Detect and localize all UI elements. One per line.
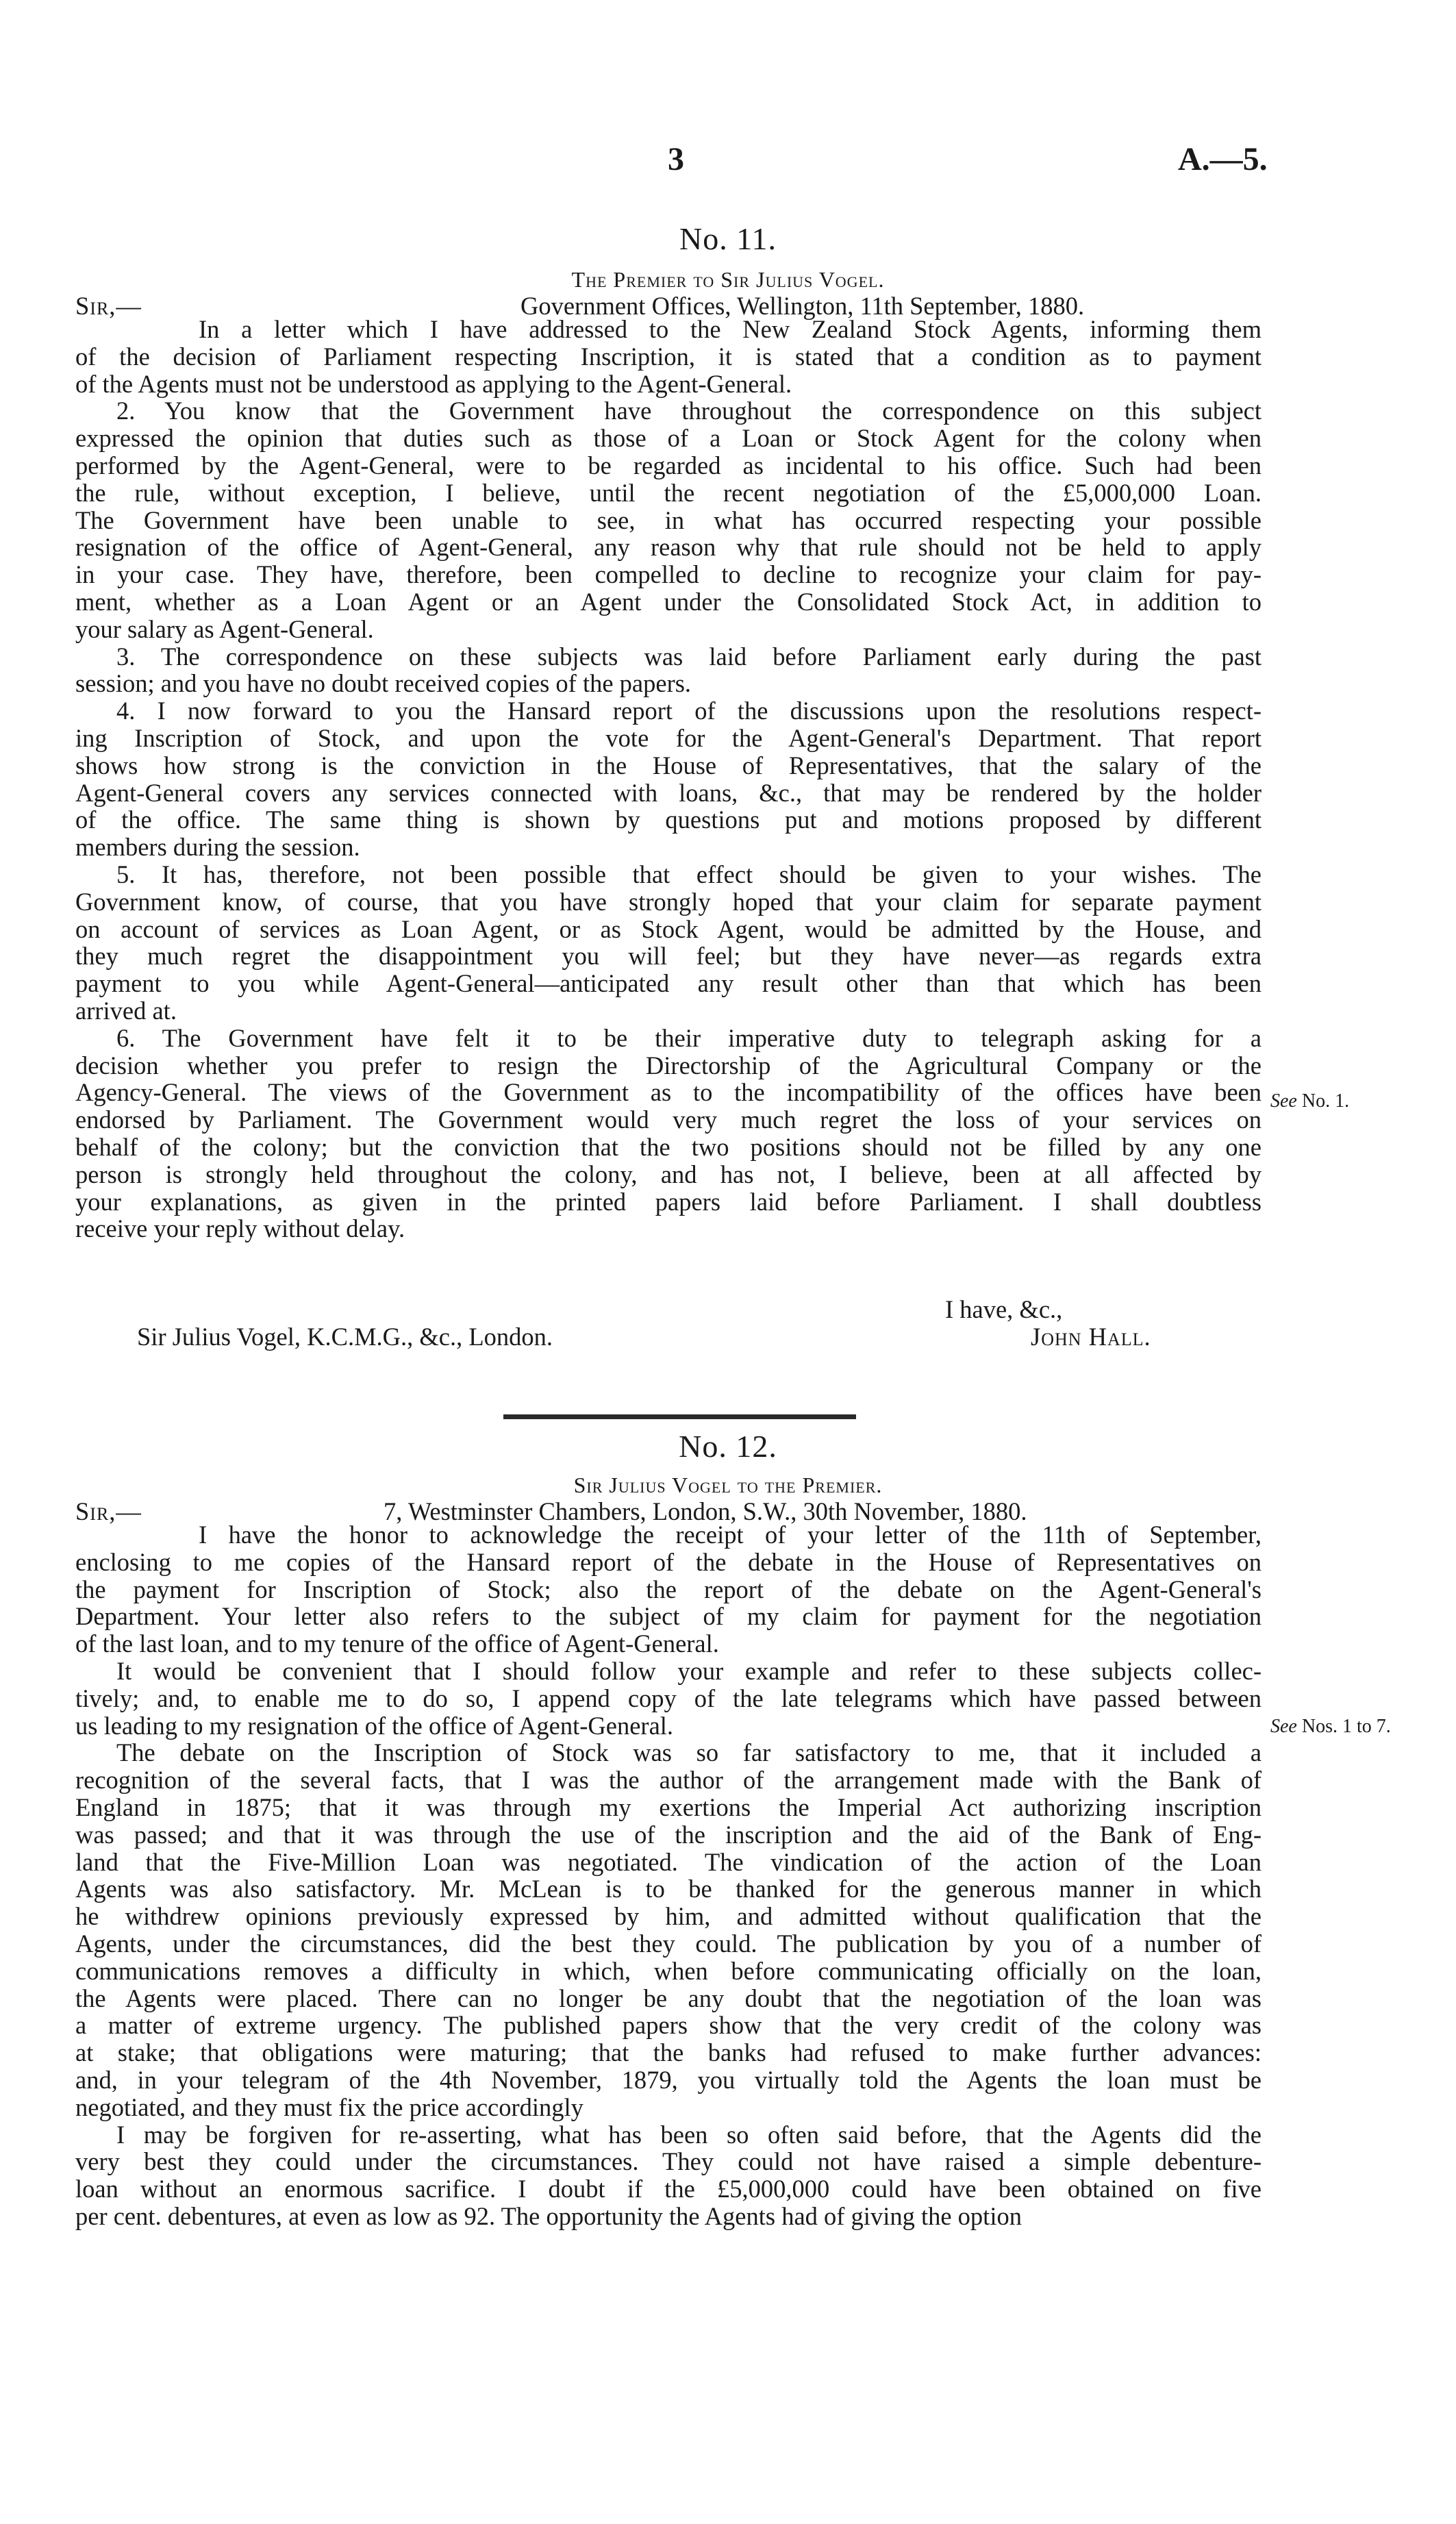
text-line: decision whether you prefer to resign the Directorship of the Agricultural Company or the <box>75 1051 1262 1079</box>
text-line: loan without an enormous sacrifice. I doubt if the £5,000,000 could have been obtained on five <box>75 2175 1262 2203</box>
text-line: very best they could under the circumstances. They could not have raised a simple debenture- <box>75 2147 1262 2176</box>
text-line: and, in your telegram of the 4th November, 1879, you virtually told the Agents the loan must be <box>75 2066 1262 2094</box>
text-line: your explanations, as given in the printed papers laid before Parliament. I shall doubtless <box>75 1187 1262 1216</box>
text-line: I have the honor to acknowledge the receipt of your letter of the 11th of September, <box>199 1521 1262 1549</box>
text-line: shows how strong is the conviction in the House of Representatives, that the salary of the <box>75 751 1262 779</box>
dateline: Government Offices, Wellington, 11th September, 1880. <box>520 292 1085 320</box>
text-line: in your case. They have, therefore, been compelled to decline to recognize your claim for pay- <box>75 560 1262 589</box>
text-line: of the office. The same thing is shown by questions put and motions proposed by different <box>75 805 1262 834</box>
letter-title: The Premier to Sir Julius Vogel. <box>571 267 885 292</box>
text-line: your salary as Agent-General. <box>75 614 374 643</box>
page-number: 3 <box>668 141 684 177</box>
text-line: per cent. debentures, at even as low as 92. The opportunity the Agents had of giving the option <box>75 2202 1022 2230</box>
text-line: 4. I now forward to you the Hansard report of the discussions upon the resolutions respect- <box>116 697 1262 725</box>
text-line: was passed; and that it was through the use of the inscription and the aid of the Bank of Eng- <box>75 1820 1262 1849</box>
paper-code: A.—5. <box>1178 141 1268 177</box>
text-line: It would be convenient that I should follow your example and refer to these subjects collec- <box>116 1657 1262 1685</box>
dateline: 7, Westminster Chambers, London, S.W., 30th November, 1880. <box>384 1497 1027 1525</box>
text-line: person is strongly held throughout the colony, and has not, I believe, been at all affected by <box>75 1160 1262 1188</box>
text-line: arrived at. <box>75 997 177 1025</box>
text-line: negotiated, and they must fix the price accordingly <box>75 2092 583 2121</box>
text-line: of the decision of Parliament respecting Inscription, it is stated that a condition as to payment <box>75 342 1262 371</box>
text-line: session; and you have no doubt received copies of the papers. <box>75 669 692 698</box>
text-line: enclosing to me copies of the Hansard report of the debate in the House of Representatives on <box>75 1547 1262 1576</box>
text-line: of the Agents must not be understood as applying to the Agent-General. <box>75 369 792 398</box>
text-line: 3. The correspondence on these subjects was laid before Parliament early during the past <box>116 642 1262 671</box>
margin-note-text: No. 1. <box>1301 1090 1350 1112</box>
text-line: communications removes a difficulty in which, when before communicating officially on the loan, <box>75 1956 1262 1985</box>
text-line: behalf of the colony; but the conviction that the two positions should not be filled by any one <box>75 1133 1262 1161</box>
text-line: England in 1875; that it was through my exertions the Imperial Act authorizing inscription <box>75 1793 1262 1821</box>
text-line: 5. It has, therefore, not been possible that effect should be given to your wishes. The <box>116 860 1262 888</box>
margin-note-text: Nos. 1 to 7. <box>1301 1716 1391 1737</box>
closing: I have, &c., <box>945 1295 1063 1323</box>
text-line: Agent-General covers any services connected with loans, &c., that may be rendered by the holder <box>75 778 1262 807</box>
text-line: tively; and, to enable me to do so, I append copy of the late telegrams which have passed between <box>75 1684 1262 1712</box>
text-line: In a letter which I have addressed to the New Zealand Stock Agents, informing them <box>199 315 1262 343</box>
salutation: Sir,— <box>75 1497 142 1525</box>
text-line: the Agents were placed. There can no longer be any doubt that the negotiation of the loan was <box>75 1984 1262 2012</box>
text-line: they much regret the disappointment you will feel; but they have never—as regards extra <box>75 942 1262 971</box>
text-line: expressed the opinion that duties such as those of a Loan or Stock Agent for the colony when <box>75 424 1262 453</box>
letter-number: No. 11. <box>679 221 777 256</box>
section-divider <box>503 1414 856 1419</box>
letter-number: No. 12. <box>679 1429 777 1464</box>
margin-note <box>1270 1090 1349 1112</box>
text-line: the rule, without exception, I believe, until the recent negotiation of the £5,000,000 Loan. <box>75 478 1262 507</box>
text-line: Agency-General. The views of the Government as to the incompatibility of the offices have been <box>75 1078 1262 1107</box>
text-line: endorsed by Parliament. The Government would very much regret the loss of your services on <box>75 1105 1262 1134</box>
text-line: land that the Five-Million Loan was negotiated. The vindication of the action of the Loan <box>75 1847 1262 1876</box>
text-line: recognition of the several facts, that I was the author of the arrangement made with the Bank of <box>75 1766 1262 1795</box>
text-line: the payment for Inscription of Stock; also the report of the debate on the Agent-General's <box>75 1575 1262 1603</box>
signature: John Hall. <box>1031 1323 1151 1351</box>
text-line: Agents, under the circumstances, did the best they could. The publication by you of a number of <box>75 1929 1262 1958</box>
margin-note-prefix: See <box>1270 1090 1297 1112</box>
salutation: Sir,— <box>75 292 142 320</box>
text-line: us leading to my resignation of the office of Agent-General. <box>75 1711 674 1740</box>
text-line: performed by the Agent-General, were to be regarded as incidental to his office. Such had been <box>75 451 1262 479</box>
margin-note <box>1270 1716 1391 1738</box>
text-line: I may be forgiven for re-asserting, what has been so often said before, that the Agents did the <box>116 2120 1262 2149</box>
text-line: ment, whether as a Loan Agent or an Agent under the Consolidated Stock Act, in addition to <box>75 588 1262 616</box>
text-line: he withdrew opinions previously expressed by him, and admitted without qualification that the <box>75 1902 1262 1931</box>
text-line: ing Inscription of Stock, and upon the vote for the Agent-General's Department. That report <box>75 724 1262 752</box>
text-line: Department. Your letter also refers to the subject of my claim for payment for the negotiation <box>75 1602 1262 1631</box>
text-line: receive your reply without delay. <box>75 1214 405 1243</box>
text-line: of the last loan, and to my tenure of the office of Agent-General. <box>75 1629 719 1658</box>
addressee: Sir Julius Vogel, K.C.M.G., &c., London. <box>137 1323 553 1351</box>
letter-title: Sir Julius Vogel to the Premier. <box>573 1473 883 1497</box>
text-line: 2. You know that the Government have throughout the correspondence on this subject <box>116 397 1262 425</box>
text-line: a matter of extreme urgency. The published papers show that the very credit of the colony was <box>75 2011 1262 2040</box>
text-line: Government know, of course, that you have strongly hoped that your claim for separate payment <box>75 887 1262 916</box>
margin-note-prefix: See <box>1270 1716 1297 1737</box>
text-line: payment to you while Agent-General—anticipated any result other than that which has been <box>75 969 1262 998</box>
text-line: on account of services as Loan Agent, or as Stock Agent, would be admitted by the House, and <box>75 914 1262 943</box>
text-line: 6. The Government have felt it to be their imperative duty to telegraph asking for a <box>116 1023 1262 1052</box>
text-line: Agents was also satisfactory. Mr. McLean is to be thanked for the generous manner in which <box>75 1875 1262 1903</box>
text-line: The Government have been unable to see, in what has occurred respecting your possible <box>75 505 1262 534</box>
text-line: resignation of the office of Agent-General, any reason why that rule should not be held to apply <box>75 533 1262 562</box>
text-line: members during the session. <box>75 833 360 862</box>
text-line: The debate on the Inscription of Stock was so far satisfactory to me, that it included a <box>116 1738 1262 1767</box>
text-line: at stake; that obligations were maturing; that the banks had refused to make further advances: <box>75 2038 1262 2067</box>
